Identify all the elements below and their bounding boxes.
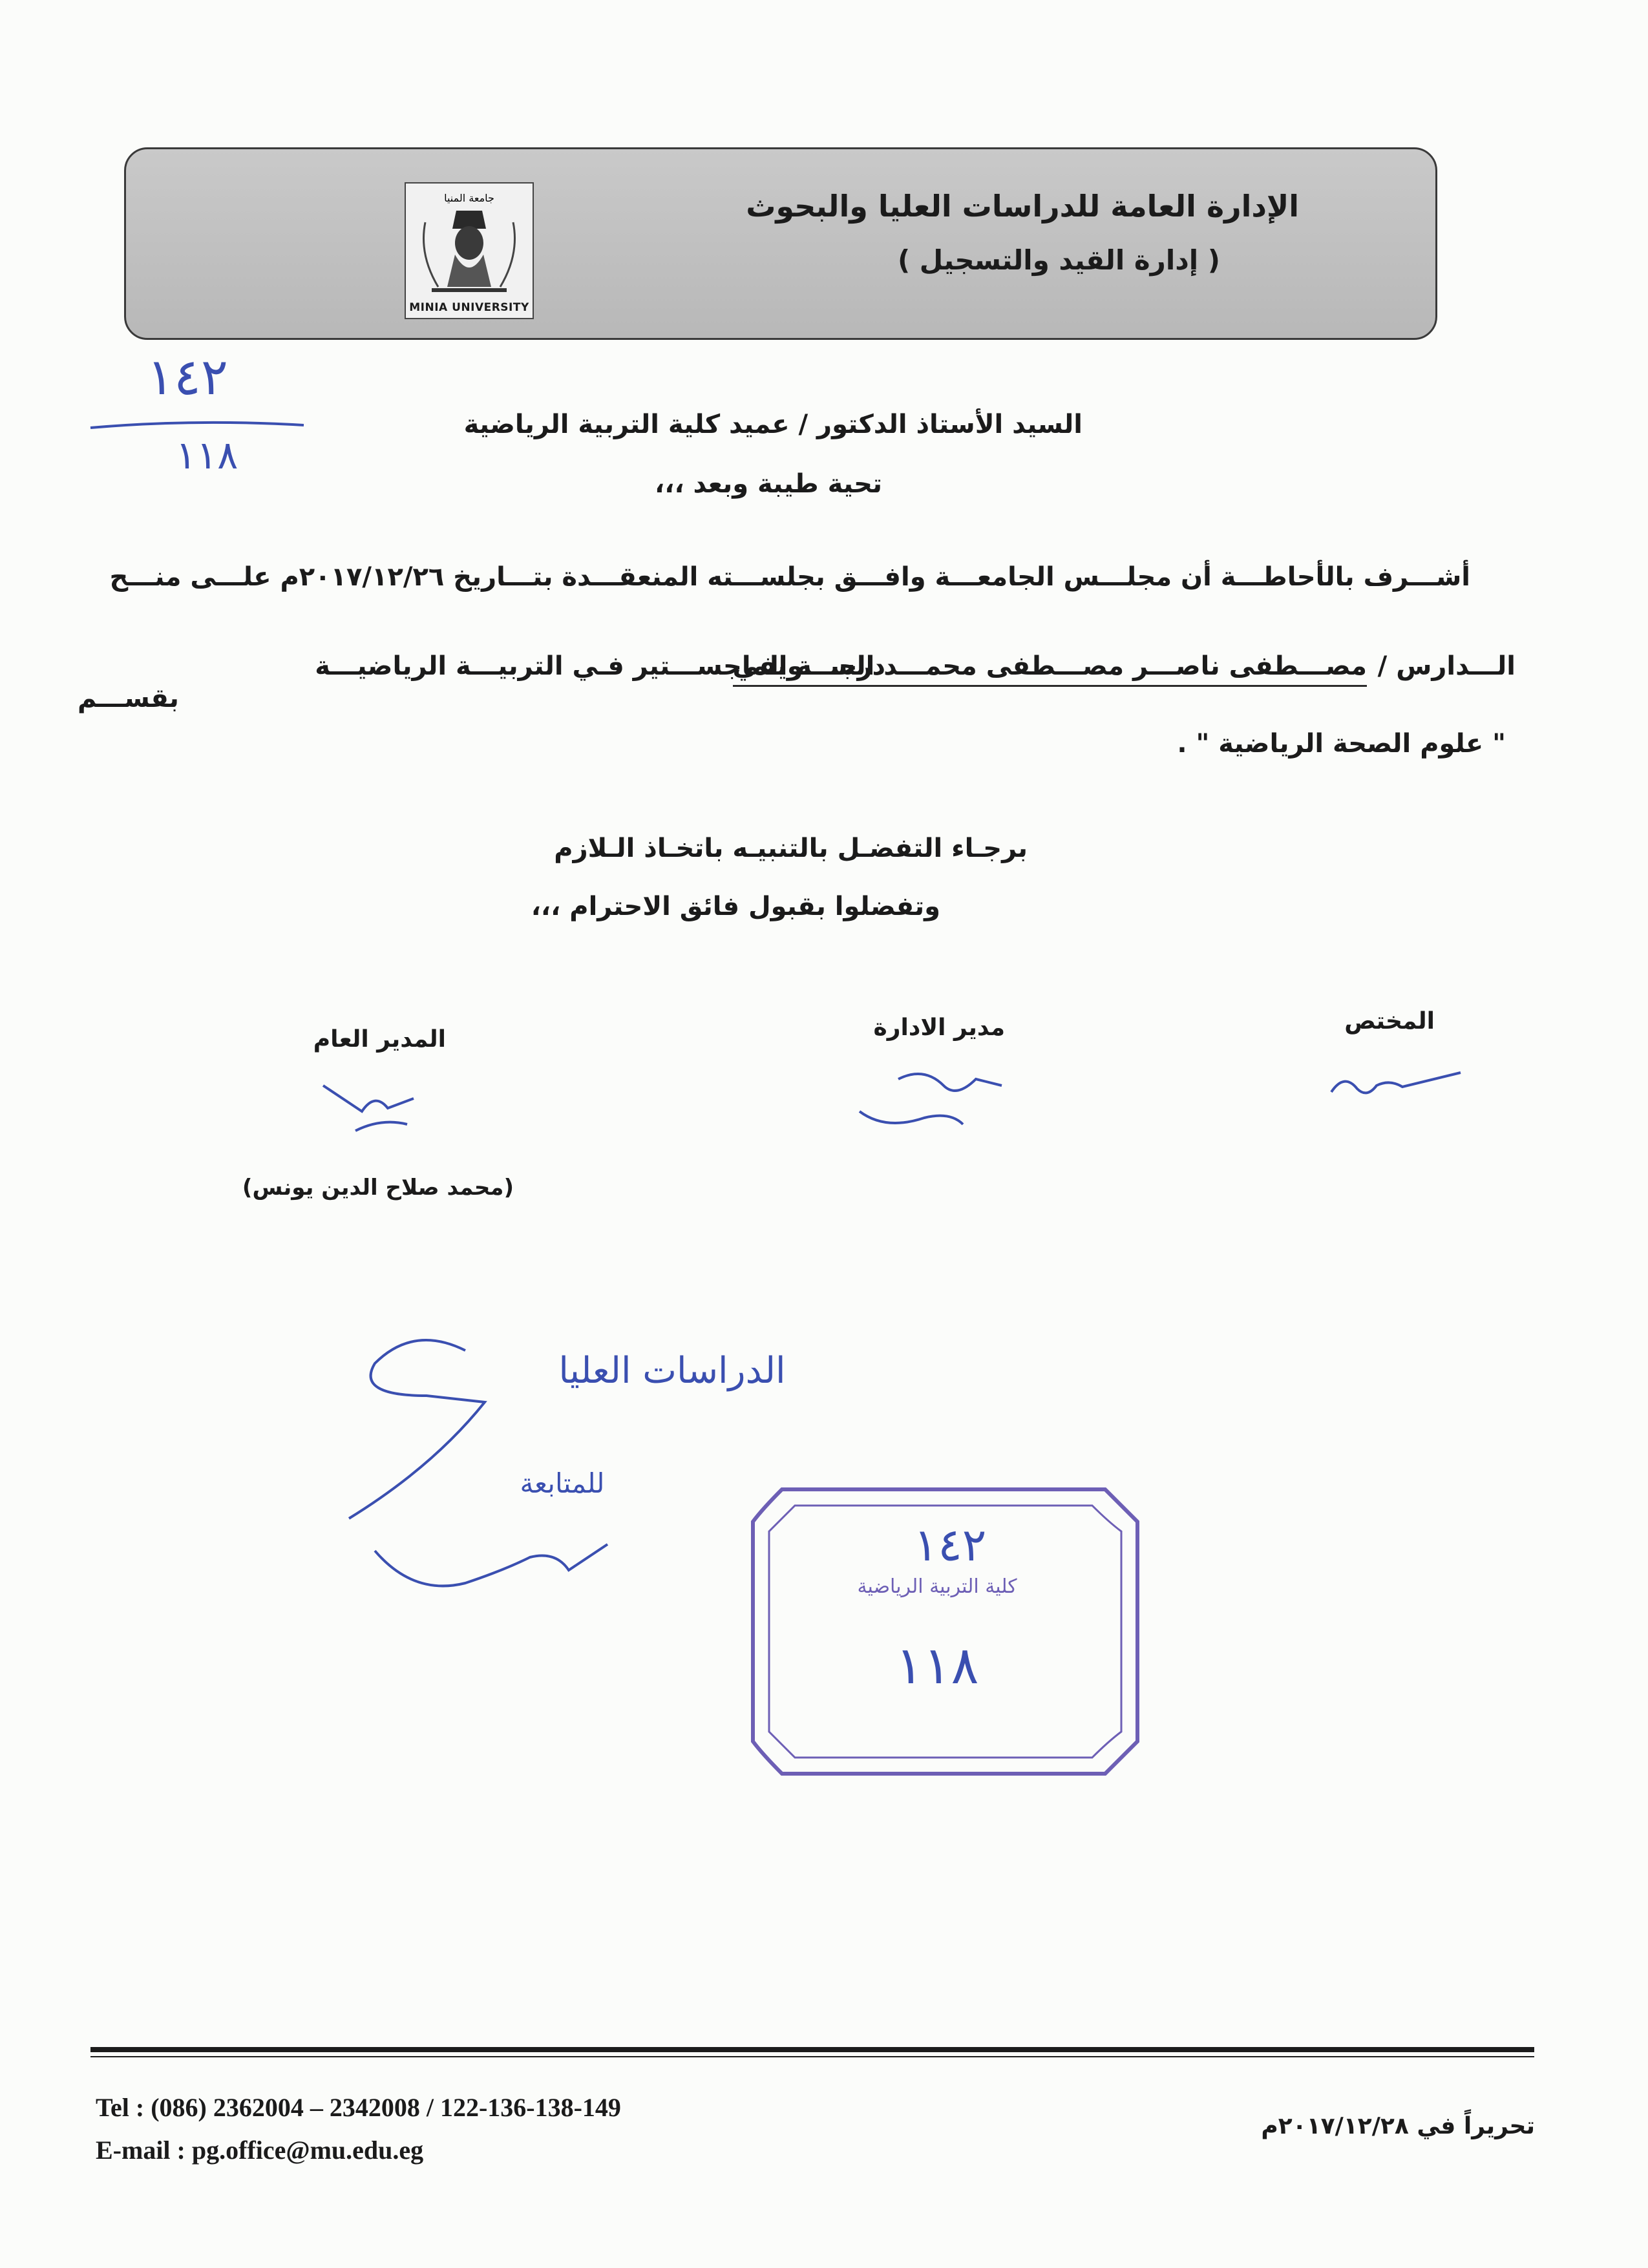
student-label: الـــدارس / [1377, 651, 1516, 681]
department-title: الإدارة العامة للدراسات العليا والبحوث [746, 189, 1299, 224]
admin-manager-title: مدير الادارة [873, 1014, 1005, 1041]
stamp-number-top: ١٤٢ [913, 1518, 987, 1571]
department-name: " علوم الصحة الرياضية " . [1177, 729, 1506, 759]
general-manager-title: المدير العام [313, 1026, 446, 1053]
specialist-title: المختص [1344, 1008, 1435, 1034]
paragraph-line-1: أشـــرف بالأحاطـــة أن مجلـــس الجامعـــة وافـــق بجلســـته المنعقـــدة بتـــاريخ ٢٠١٧/١٢/٢٦م علـــى منـــح [109, 562, 1470, 592]
nefertiti-emblem-icon [406, 184, 533, 318]
stamp-number-bottom: ١١٨ [895, 1635, 979, 1696]
logo-top-text: جامعة المنيا [444, 192, 494, 204]
handwritten-note-line2: للمتابعة [520, 1467, 605, 1499]
logo-label: MINIA UNIVERSITY [409, 301, 529, 314]
specialist-signature [1318, 1060, 1467, 1111]
greeting-line: تحية طيبة وبعد ،،، [655, 469, 882, 499]
general-manager-signature [317, 1073, 427, 1144]
stamp-label: كلية التربية الرياضية [857, 1575, 1017, 1598]
office-stamp [743, 1470, 1150, 1787]
footer-divider-thick [90, 2047, 1534, 2052]
header-banner [124, 147, 1437, 340]
request-line: برجـاء التفضـل بالتنبيـه باتخـاذ الـلازم [554, 834, 1028, 863]
reference-number-bottom: ١١٨ [175, 433, 238, 478]
written-on-date: تحريراً في ٢٠١٧/١٢/٢٨م [1261, 2113, 1535, 2139]
email-line: E-mail : pg.office@mu.edu.eg [96, 2136, 424, 2165]
degree-text: درجـــة الماجســـتير فـي التربيـــة الرياضيـــة [315, 651, 885, 681]
university-logo [405, 182, 534, 319]
student-name: مصـــطفى ناصـــر مصـــطفى محمـــد الســـويفي [733, 651, 1367, 687]
telephone-line: Tel : (086) 2362004 – 2342008 / 122-136-138-149 [96, 2093, 621, 2122]
footer-divider-thin [90, 2056, 1534, 2057]
department-word: بقســـم [78, 684, 179, 713]
handwritten-note-line1: الدراسات العليا [558, 1350, 786, 1392]
general-manager-name: (محمد صلاح الدين يونس) [242, 1175, 514, 1201]
admin-manager-signature [847, 1060, 1015, 1144]
reference-number-handwriting [78, 349, 323, 478]
reference-number-top: ١٤٢ [147, 349, 228, 406]
closing-line: وتفضلوا بقبول فائق الاحترام ،،، [531, 892, 940, 921]
office-subtitle: ( إدارة القيد والتسجيل ) [897, 244, 1220, 276]
recipient-line: السيد الأستاذ الدكتور / عميد كلية التربية الرياضية [463, 410, 1083, 439]
